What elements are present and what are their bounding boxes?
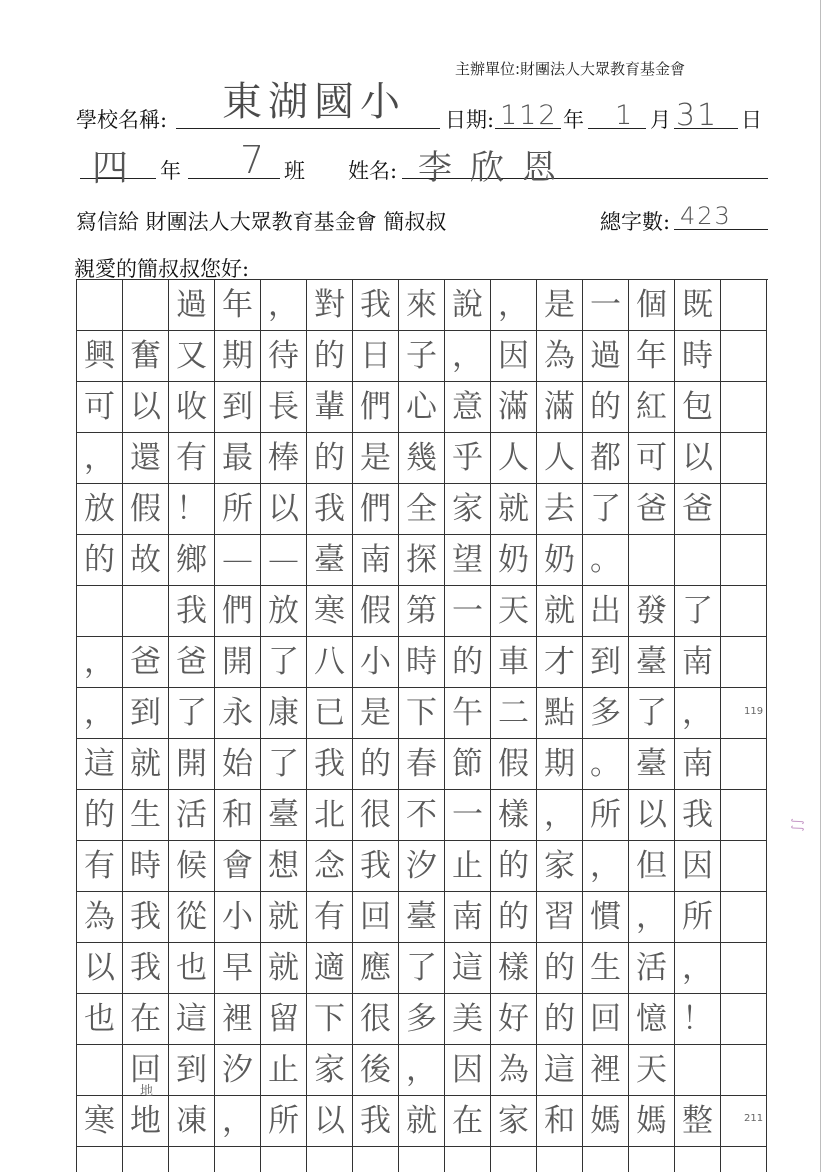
grid-cell: 一 bbox=[583, 280, 629, 331]
grid-cell bbox=[491, 1147, 537, 1172]
grid-cell bbox=[721, 943, 767, 994]
grid-cell: 回 bbox=[583, 994, 629, 1045]
grid-cell: 寒 bbox=[307, 586, 353, 637]
grid-cell: 媽 bbox=[629, 1096, 675, 1147]
grid-cell: 下 bbox=[307, 994, 353, 1045]
grid-cell: 日 bbox=[353, 331, 399, 382]
grid-cell: 故 bbox=[123, 535, 169, 586]
grid-cell: 。 bbox=[583, 739, 629, 790]
grid-cell: 幾 bbox=[399, 433, 445, 484]
date-label: 日期: bbox=[445, 108, 495, 132]
grid-cell: 早 bbox=[215, 943, 261, 994]
grid-cell: 人 bbox=[491, 433, 537, 484]
grid-cells bbox=[76, 279, 768, 1172]
grid-cell: 很 bbox=[353, 790, 399, 841]
grid-cell: 八 bbox=[307, 637, 353, 688]
grid-cell: 奶 bbox=[537, 535, 583, 586]
school-label: 學校名稱: bbox=[76, 108, 168, 132]
grid-cell: 回 bbox=[123, 1045, 169, 1096]
grid-cell: 一 bbox=[445, 790, 491, 841]
grid-cell: 可 bbox=[629, 433, 675, 484]
grid-cell bbox=[721, 1147, 767, 1172]
grid-cell: 就 bbox=[261, 892, 307, 943]
grid-cell bbox=[721, 586, 767, 637]
grid-cell bbox=[721, 1045, 767, 1096]
grid-cell: 輩 bbox=[307, 382, 353, 433]
grid-cell: 這 bbox=[169, 994, 215, 1045]
grid-cell: 的 bbox=[307, 331, 353, 382]
class-label: 班 bbox=[284, 159, 305, 183]
grid-cell: 南 bbox=[353, 535, 399, 586]
correction-note: 地 bbox=[140, 1084, 154, 1099]
grid-cell bbox=[721, 535, 767, 586]
grid-cell bbox=[629, 535, 675, 586]
grid-cell bbox=[215, 1147, 261, 1172]
grid-cell: 在 bbox=[445, 1096, 491, 1147]
grid-cell: ！ bbox=[675, 994, 721, 1045]
grid-cell: 美 bbox=[445, 994, 491, 1045]
margin-count-note: 119 bbox=[744, 706, 764, 717]
year-value[interactable]: 112 bbox=[500, 100, 558, 131]
grid-cell: 的 bbox=[491, 841, 537, 892]
grid-cell: 小 bbox=[215, 892, 261, 943]
grid-cell: 在 bbox=[123, 994, 169, 1045]
grid-cell: 來 bbox=[399, 280, 445, 331]
grid-cell: 臺 bbox=[629, 637, 675, 688]
grid-cell: 還 bbox=[123, 433, 169, 484]
grid-cell: — bbox=[261, 535, 307, 586]
grid-cell: 又 bbox=[169, 331, 215, 382]
day-label: 日 bbox=[741, 108, 762, 132]
grid-cell: ， bbox=[77, 688, 123, 739]
grid-cell: 很 bbox=[353, 994, 399, 1045]
grid-cell: 到 bbox=[215, 382, 261, 433]
grid-cell: 止 bbox=[445, 841, 491, 892]
grid-cell: 這 bbox=[537, 1045, 583, 1096]
grid-cell bbox=[721, 280, 767, 331]
grid-cell: 念 bbox=[307, 841, 353, 892]
grid-cell: 發 bbox=[629, 586, 675, 637]
letter-to-line: 寫信給 財團法人大眾教育基金會 簡叔叔 bbox=[76, 210, 447, 234]
grid-cell: 就 bbox=[261, 943, 307, 994]
grid-cell: 就 bbox=[399, 1096, 445, 1147]
grid-cell bbox=[77, 586, 123, 637]
class-value[interactable]: 7 bbox=[240, 138, 275, 182]
grade-value[interactable]: 四 bbox=[92, 148, 139, 189]
grid-cell: 假 bbox=[123, 484, 169, 535]
grid-cell bbox=[123, 280, 169, 331]
grid-cell: 生 bbox=[583, 943, 629, 994]
grid-cell: 留 bbox=[261, 994, 307, 1045]
grid-cell: 待 bbox=[261, 331, 307, 382]
grid-cell: 年 bbox=[215, 280, 261, 331]
grid-cell: 生 bbox=[123, 790, 169, 841]
grid-cell: 家 bbox=[491, 1096, 537, 1147]
grid-cell: 活 bbox=[169, 790, 215, 841]
grid-cell: 以 bbox=[307, 1096, 353, 1147]
grid-cell: 臺 bbox=[629, 739, 675, 790]
grid-cell bbox=[77, 1147, 123, 1172]
grid-cell: 期 bbox=[215, 331, 261, 382]
grid-cell: 寒 bbox=[77, 1096, 123, 1147]
grid-cell bbox=[261, 1147, 307, 1172]
grid-cell: 始 bbox=[215, 739, 261, 790]
grid-cell: 有 bbox=[307, 892, 353, 943]
grid-cell: 但 bbox=[629, 841, 675, 892]
grid-cell: 時 bbox=[399, 637, 445, 688]
grid-cell: 出 bbox=[583, 586, 629, 637]
grid-cell: 樣 bbox=[491, 943, 537, 994]
grid-cell: 我 bbox=[169, 586, 215, 637]
grid-cell: 了 bbox=[583, 484, 629, 535]
grid-cell: 過 bbox=[169, 280, 215, 331]
grid-cell: 爸 bbox=[169, 637, 215, 688]
grid-cell: 的 bbox=[77, 535, 123, 586]
grid-cell: 的 bbox=[583, 382, 629, 433]
grid-cell: 到 bbox=[583, 637, 629, 688]
grid-cell: 好 bbox=[491, 994, 537, 1045]
grid-cell: 時 bbox=[123, 841, 169, 892]
grid-cell: 我 bbox=[307, 739, 353, 790]
grid-cell bbox=[721, 892, 767, 943]
grid-cell: 康 bbox=[261, 688, 307, 739]
grid-cell: 第 bbox=[399, 586, 445, 637]
grid-cell bbox=[721, 331, 767, 382]
grid-cell: 乎 bbox=[445, 433, 491, 484]
grid-cell bbox=[675, 535, 721, 586]
grid-cell: 了 bbox=[399, 943, 445, 994]
grid-cell: 的 bbox=[445, 637, 491, 688]
grid-cell: 是 bbox=[353, 433, 399, 484]
grid-cell: 們 bbox=[353, 484, 399, 535]
grid-cell: 全 bbox=[399, 484, 445, 535]
grid-cell: 以 bbox=[261, 484, 307, 535]
grid-cell: 也 bbox=[77, 994, 123, 1045]
grid-cell: 了 bbox=[169, 688, 215, 739]
grid-cell: 因 bbox=[445, 1045, 491, 1096]
grid-cell: 棒 bbox=[261, 433, 307, 484]
grid-cell bbox=[721, 739, 767, 790]
grid-cell: 應 bbox=[353, 943, 399, 994]
grid-cell: — bbox=[215, 535, 261, 586]
grid-cell bbox=[721, 790, 767, 841]
grid-cell: 人 bbox=[537, 433, 583, 484]
month-value[interactable]: 1 bbox=[615, 100, 643, 131]
grid-cell: 地 bbox=[123, 1096, 169, 1147]
grid-cell: 對 bbox=[307, 280, 353, 331]
grid-cell: 凍 bbox=[169, 1096, 215, 1147]
margin-count-note-bottom: 211 bbox=[744, 1113, 764, 1124]
grid-cell: 活 bbox=[629, 943, 675, 994]
grid-cell: 最 bbox=[215, 433, 261, 484]
grid-cell: 的 bbox=[537, 943, 583, 994]
grid-cell: 裡 bbox=[215, 994, 261, 1045]
grid-cell bbox=[537, 1147, 583, 1172]
month-label: 月 bbox=[650, 108, 671, 132]
grid-cell: 慣 bbox=[583, 892, 629, 943]
grid-cell: 點 bbox=[537, 688, 583, 739]
grid-cell bbox=[721, 484, 767, 535]
grid-cell: 以 bbox=[123, 382, 169, 433]
grid-cell: 整 bbox=[675, 1096, 721, 1147]
grid-cell: 因 bbox=[491, 331, 537, 382]
grid-cell: 汐 bbox=[399, 841, 445, 892]
grid-cell bbox=[675, 1045, 721, 1096]
grid-cell bbox=[721, 841, 767, 892]
grid-cell: 爸 bbox=[629, 484, 675, 535]
grid-cell: 後 bbox=[353, 1045, 399, 1096]
grid-cell: ， bbox=[675, 688, 721, 739]
grid-cell: 所 bbox=[583, 790, 629, 841]
grid-cell: 南 bbox=[445, 892, 491, 943]
grid-cell: 年 bbox=[629, 331, 675, 382]
grid-cell: 的 bbox=[491, 892, 537, 943]
grid-cell: 放 bbox=[77, 484, 123, 535]
grid-cell: 以 bbox=[675, 433, 721, 484]
grid-cell bbox=[123, 586, 169, 637]
grid-cell: ， bbox=[77, 637, 123, 688]
grid-cell: 我 bbox=[123, 892, 169, 943]
grid-cell: 以 bbox=[629, 790, 675, 841]
grid-cell: 為 bbox=[491, 1045, 537, 1096]
grid-cell: 就 bbox=[123, 739, 169, 790]
grid-cell: 探 bbox=[399, 535, 445, 586]
grid-cell: 到 bbox=[123, 688, 169, 739]
grid-cell: 都 bbox=[583, 433, 629, 484]
grid-cell: 我 bbox=[353, 841, 399, 892]
grid-cell: 。 bbox=[583, 535, 629, 586]
grid-cell bbox=[445, 1147, 491, 1172]
grid-cell: 望 bbox=[445, 535, 491, 586]
grid-cell: 了 bbox=[629, 688, 675, 739]
word-count-value[interactable]: 423 bbox=[680, 202, 732, 230]
grid-cell: 了 bbox=[261, 739, 307, 790]
grid-cell: 已 bbox=[307, 688, 353, 739]
year-label: 年 bbox=[563, 108, 584, 132]
grid-cell: 小 bbox=[353, 637, 399, 688]
grid-cell: 汐 bbox=[215, 1045, 261, 1096]
writing-grid bbox=[76, 279, 768, 1172]
grid-cell: 了 bbox=[675, 586, 721, 637]
grid-cell: 多 bbox=[583, 688, 629, 739]
grid-cell bbox=[721, 994, 767, 1045]
grid-cell bbox=[675, 1147, 721, 1172]
grid-cell: 臺 bbox=[307, 535, 353, 586]
grid-cell: 了 bbox=[261, 637, 307, 688]
greeting: 親愛的簡叔叔您好: bbox=[74, 257, 250, 281]
grid-cell: 包 bbox=[675, 382, 721, 433]
grid-cell: 收 bbox=[169, 382, 215, 433]
grid-cell: 的 bbox=[307, 433, 353, 484]
grid-cell: 臺 bbox=[261, 790, 307, 841]
grade-label: 年 bbox=[160, 159, 181, 183]
grid-cell: 午 bbox=[445, 688, 491, 739]
grid-cell: 媽 bbox=[583, 1096, 629, 1147]
grid-cell: 才 bbox=[537, 637, 583, 688]
name-label: 姓名: bbox=[348, 159, 398, 183]
grid-cell: 我 bbox=[675, 790, 721, 841]
page-edge bbox=[820, 0, 821, 1172]
grid-cell: 期 bbox=[537, 739, 583, 790]
grid-cell: 的 bbox=[77, 790, 123, 841]
grid-cell: 意 bbox=[445, 382, 491, 433]
grid-cell: 長 bbox=[261, 382, 307, 433]
grid-cell: ， bbox=[215, 1096, 261, 1147]
grid-cell: 爸 bbox=[675, 484, 721, 535]
grid-cell: 一 bbox=[445, 586, 491, 637]
name-value[interactable]: 李欣恩 bbox=[418, 148, 574, 188]
grid-cell: 下 bbox=[399, 688, 445, 739]
grid-cell bbox=[721, 637, 767, 688]
grid-cell: 所 bbox=[675, 892, 721, 943]
grid-cell: ， bbox=[399, 1045, 445, 1096]
grid-cell: 鄉 bbox=[169, 535, 215, 586]
grid-cell: 家 bbox=[307, 1045, 353, 1096]
sponsor-line: 主辦單位:財團法人大眾教育基金會 bbox=[455, 60, 686, 78]
grid-cell: 家 bbox=[445, 484, 491, 535]
grid-cell: ， bbox=[537, 790, 583, 841]
grid-cell: 紅 bbox=[629, 382, 675, 433]
grid-cell: 奶 bbox=[491, 535, 537, 586]
grid-cell: 不 bbox=[399, 790, 445, 841]
grid-cell: 候 bbox=[169, 841, 215, 892]
grid-cell: 車 bbox=[491, 637, 537, 688]
grid-cell: 所 bbox=[215, 484, 261, 535]
grid-cell: 們 bbox=[215, 586, 261, 637]
grid-cell: 奮 bbox=[123, 331, 169, 382]
grid-cell: 憶 bbox=[629, 994, 675, 1045]
word-count-label: 總字數: bbox=[600, 210, 671, 234]
grid-cell: 滿 bbox=[537, 382, 583, 433]
grid-cell: 想 bbox=[261, 841, 307, 892]
grid-cell: 北 bbox=[307, 790, 353, 841]
grid-cell: 爸 bbox=[123, 637, 169, 688]
grid-cell: 南 bbox=[675, 739, 721, 790]
grid-cell bbox=[123, 1147, 169, 1172]
grid-cell bbox=[721, 433, 767, 484]
grid-cell: ， bbox=[629, 892, 675, 943]
grid-cell bbox=[307, 1147, 353, 1172]
grid-cell: 止 bbox=[261, 1045, 307, 1096]
grid-cell: 就 bbox=[491, 484, 537, 535]
grid-cell: 是 bbox=[537, 280, 583, 331]
grid-cell: 這 bbox=[77, 739, 123, 790]
grid-cell: 所 bbox=[261, 1096, 307, 1147]
grid-cell: 南 bbox=[675, 637, 721, 688]
grid-cell: 開 bbox=[169, 739, 215, 790]
grid-cell: ， bbox=[583, 841, 629, 892]
grid-cell: 假 bbox=[491, 739, 537, 790]
grid-cell: 的 bbox=[353, 739, 399, 790]
grid-cell: 節 bbox=[445, 739, 491, 790]
grid-cell: ， bbox=[491, 280, 537, 331]
grid-cell: 以 bbox=[77, 943, 123, 994]
grid-cell: ， bbox=[77, 433, 123, 484]
grid-cell: 去 bbox=[537, 484, 583, 535]
school-underline bbox=[176, 128, 440, 129]
grid-cell: 樣 bbox=[491, 790, 537, 841]
grid-cell: 我 bbox=[353, 1096, 399, 1147]
grid-cell: 就 bbox=[537, 586, 583, 637]
grid-cell bbox=[721, 382, 767, 433]
grid-cell bbox=[399, 1147, 445, 1172]
grid-cell: 開 bbox=[215, 637, 261, 688]
grid-cell: 也 bbox=[169, 943, 215, 994]
grid-cell: ， bbox=[675, 943, 721, 994]
grid-cell: 興 bbox=[77, 331, 123, 382]
grid-cell: 裡 bbox=[583, 1045, 629, 1096]
grid-cell: 時 bbox=[675, 331, 721, 382]
grid-cell: 有 bbox=[169, 433, 215, 484]
grid-cell: 天 bbox=[491, 586, 537, 637]
grid-cell: 滿 bbox=[491, 382, 537, 433]
school-value[interactable]: 東湖國小 bbox=[222, 79, 406, 125]
grid-cell: 多 bbox=[399, 994, 445, 1045]
grid-cell bbox=[353, 1147, 399, 1172]
grid-cell: 家 bbox=[537, 841, 583, 892]
grid-cell: 的 bbox=[537, 994, 583, 1045]
grid-cell: 我 bbox=[123, 943, 169, 994]
grid-cell: ， bbox=[261, 280, 307, 331]
grid-cell: 二 bbox=[491, 688, 537, 739]
grid-cell: 子 bbox=[399, 331, 445, 382]
grid-cell bbox=[169, 1147, 215, 1172]
grid-cell: ， bbox=[445, 331, 491, 382]
pink-pen-mark: ∫∫ bbox=[790, 818, 805, 832]
grid-cell: 因 bbox=[675, 841, 721, 892]
grid-cell: 臺 bbox=[399, 892, 445, 943]
grid-cell: 和 bbox=[215, 790, 261, 841]
grid-cell bbox=[77, 1045, 123, 1096]
grid-cell: 天 bbox=[629, 1045, 675, 1096]
grid-cell: ！ bbox=[169, 484, 215, 535]
grid-cell: 和 bbox=[537, 1096, 583, 1147]
grid-cell: 有 bbox=[77, 841, 123, 892]
grid-cell: 既 bbox=[675, 280, 721, 331]
grid-cell: 假 bbox=[353, 586, 399, 637]
grid-cell: 從 bbox=[169, 892, 215, 943]
grid-cell: 說 bbox=[445, 280, 491, 331]
grid-cell: 過 bbox=[583, 331, 629, 382]
grid-cell: 我 bbox=[307, 484, 353, 535]
grid-cell: 為 bbox=[77, 892, 123, 943]
grid-cell: 是 bbox=[353, 688, 399, 739]
grid-cell: 會 bbox=[215, 841, 261, 892]
grid-cell: 為 bbox=[537, 331, 583, 382]
grid-cell: 到 bbox=[169, 1045, 215, 1096]
grid-cell bbox=[77, 280, 123, 331]
grid-cell: 回 bbox=[353, 892, 399, 943]
grid-cell: 我 bbox=[353, 280, 399, 331]
grid-cell bbox=[629, 1147, 675, 1172]
grid-cell: 習 bbox=[537, 892, 583, 943]
grid-cell: 永 bbox=[215, 688, 261, 739]
grid-cell: 放 bbox=[261, 586, 307, 637]
grid-cell: 春 bbox=[399, 739, 445, 790]
grid-cell bbox=[583, 1147, 629, 1172]
grid-cell: 這 bbox=[445, 943, 491, 994]
grid-cell: 們 bbox=[353, 382, 399, 433]
grid-cell: 心 bbox=[399, 382, 445, 433]
grid-cell: 可 bbox=[77, 382, 123, 433]
grid-cell: 適 bbox=[307, 943, 353, 994]
grid-cell: 個 bbox=[629, 280, 675, 331]
day-value[interactable]: 31 bbox=[676, 98, 719, 133]
